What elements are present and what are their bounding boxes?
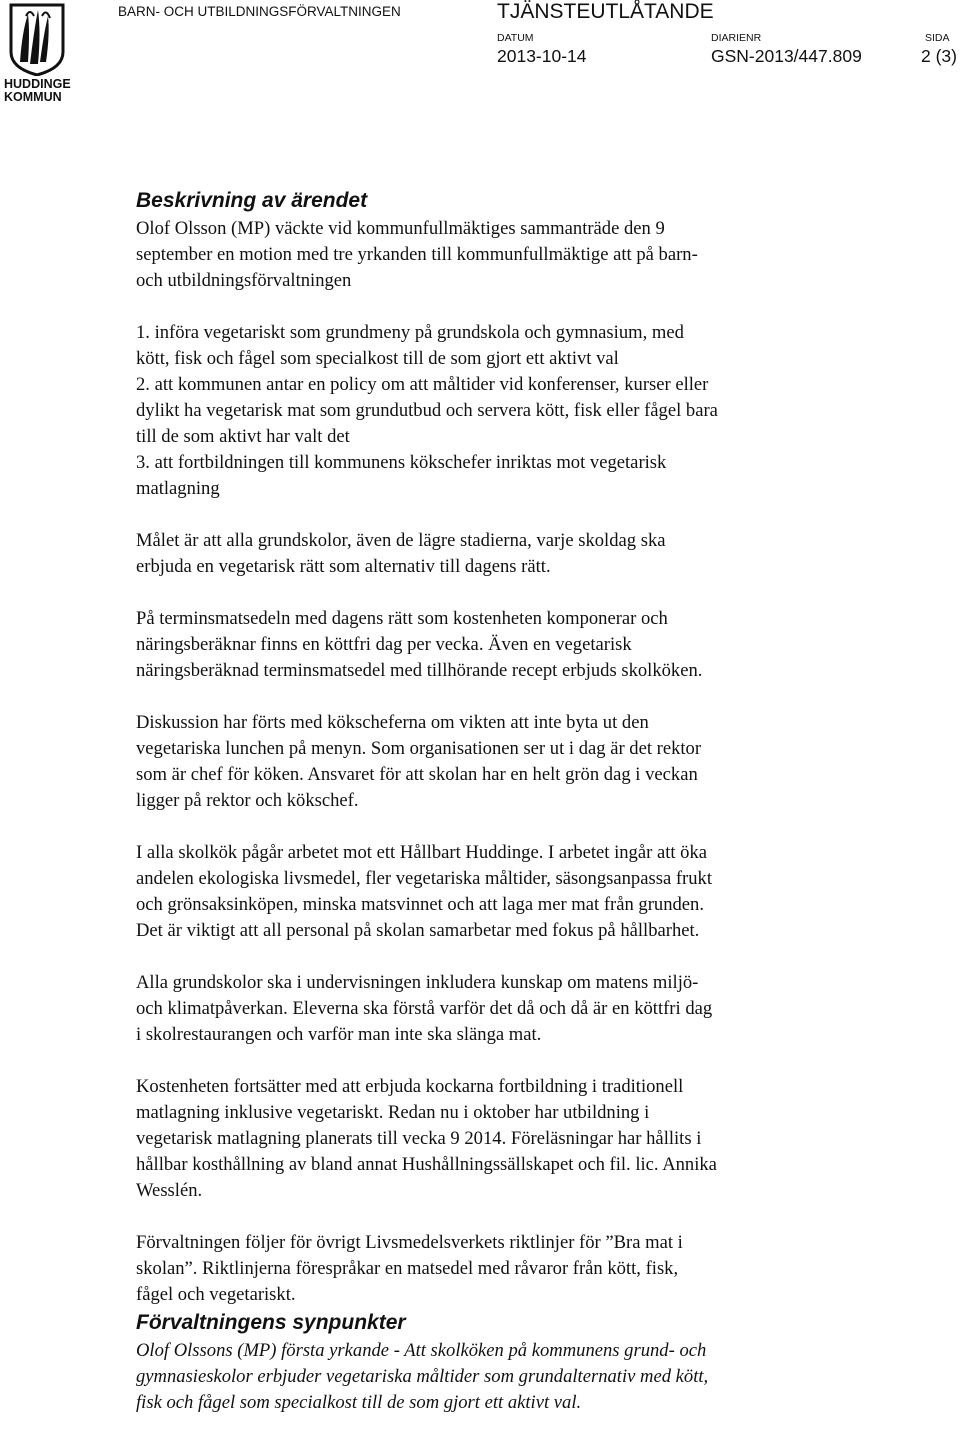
text-line: Alla grundskolor ska i undervisningen inkludera kunskap om matens miljö- <box>136 972 699 993</box>
text-line: fågel och vegetariskt. <box>136 1284 296 1305</box>
text-line: skolan”. Riktlinjerna förespråkar en matsedel med råvaror från kött, fisk, <box>136 1258 679 1279</box>
text-line: På terminsmatsedeln med dagens rätt som kostenheten komponerar och <box>136 608 668 629</box>
text-line: andelen ekologiska livsmedel, fler vegetariska måltider, säsongsanpassa frukt <box>136 868 712 889</box>
text-line: erbjuda en vegetarisk rätt som alternativ till dagens rätt. <box>136 556 551 577</box>
list-line: dylikt ha vegetarisk mat som grundutbud och servera kött, fisk eller fågel bara <box>136 400 718 421</box>
huddinge-logo <box>0 0 76 110</box>
diarienr-label: DIARIENR <box>711 32 762 44</box>
paragraph <box>136 710 866 814</box>
coat-of-arms-icon <box>8 2 66 76</box>
document-body <box>136 186 866 1416</box>
list-line: 2. att kommunen antar en policy om att måltider vid konferenser, kurser eller <box>136 374 709 395</box>
list-line: kött, fisk och fågel som specialkost till de som gjort ett aktivt val <box>136 348 619 369</box>
text-line: och grönsaksinköpen, minska matsvinnet och att laga mer mat från grunden. <box>136 894 704 915</box>
text-line: Kostenheten fortsätter med att erbjuda kockarna fortbildning i traditionell <box>136 1076 684 1097</box>
org-name: HUDDINGE KOMMUN <box>4 77 71 104</box>
section-heading-synpunkter: Förvaltningens synpunkter <box>136 1311 406 1334</box>
text-line: i skolrestaurangen och varför man inte ska slänga mat. <box>136 1024 542 1045</box>
sida-value: 2 (3) <box>921 46 957 66</box>
text-line: som är chef för köken. Ansvaret för att skolan har en helt grön dag i veckan <box>136 764 698 785</box>
motion-list <box>136 320 866 502</box>
text-line: näringsberäknar finns en köttfri dag per vecka. Även en vegetarisk <box>136 634 632 655</box>
paragraph <box>136 840 866 944</box>
paragraph <box>136 1230 866 1308</box>
text-line: Olof Olsson (MP) väckte vid kommunfullmäktiges sammanträde den 9 <box>136 218 665 239</box>
text-line: vegetarisk matlagning planerats till vecka 9 2014. Föreläsningar har hållits i <box>136 1128 702 1149</box>
paragraph <box>136 970 866 1048</box>
list-line: 3. att fortbildningen till kommunens kökschefer inriktas mot vegetarisk <box>136 452 667 473</box>
datum-label: DATUM <box>497 32 534 44</box>
section-heading-beskrivning: Beskrivning av ärendet <box>136 189 368 212</box>
list-line: till de som aktivt har valt det <box>136 426 350 447</box>
department-name: BARN- OCH UTBILDNINGSFÖRVALTNINGEN <box>118 4 401 19</box>
text-line: och klimatpåverkan. Eleverna ska förstå varför det då och då är en köttfri dag <box>136 998 713 1019</box>
text-line: vegetariska lunchen på menyn. Som organisationen ser ut i dag är det rektor <box>136 738 702 759</box>
paragraph <box>136 528 866 580</box>
sida-label: SIDA <box>925 32 950 44</box>
text-line: september en motion med tre yrkanden till kommunfullmäktige att på barn- <box>136 244 698 265</box>
list-line: matlagning <box>136 478 220 499</box>
text-line: matlagning inklusive vegetariskt. Redan nu i oktober har utbildning i <box>136 1102 650 1123</box>
document-type: TJÄNSTEUTLÅTANDE <box>497 0 714 23</box>
paragraph <box>136 1074 866 1204</box>
list-line: 1. införa vegetariskt som grundmeny på grundskola och gymnasium, med <box>136 322 684 343</box>
text-line: Diskussion har förts med kökscheferna om vikten att inte byta ut den <box>136 712 649 733</box>
text-line: Målet är att alla grundskolor, även de lägre stadierna, varje skoldag ska <box>136 530 666 551</box>
intro-paragraph <box>136 216 866 294</box>
datum-value: 2013-10-14 <box>497 46 587 66</box>
text-line: hållbar kosthållning av bland annat Hushållningssällskapet och fil. lic. Annika <box>136 1154 717 1175</box>
text-line: ligger på rektor och kökschef. <box>136 790 359 811</box>
text-line: gymnasieskolor erbjuder vegetariska måltider som grundalternativ med kött, <box>136 1366 709 1387</box>
text-line: Det är viktigt att all personal på skolan samarbetar med fokus på hållbarhet. <box>136 920 700 941</box>
text-line: fisk och fågel som specialkost till de som gjort ett aktivt val. <box>136 1392 582 1413</box>
text-line: Wesslén. <box>136 1180 203 1201</box>
text-line: näringsberäknad terminsmatsedel med tillhörande recept erbjuds skolköken. <box>136 660 703 681</box>
paragraph <box>136 606 866 684</box>
text-line: Förvaltningen följer för övrigt Livsmedelsverkets riktlinjer för ”Bra mat i <box>136 1232 683 1253</box>
diarienr-value: GSN-2013/447.809 <box>711 46 862 66</box>
text-line: och utbildningsförvaltningen <box>136 270 352 291</box>
italic-paragraph <box>136 1338 866 1416</box>
text-line: I alla skolkök pågår arbetet mot ett Hållbart Huddinge. I arbetet ingår att öka <box>136 842 708 863</box>
text-line: Olof Olssons (MP) första yrkande - Att skolköken på kommunens grund- och <box>136 1340 707 1361</box>
